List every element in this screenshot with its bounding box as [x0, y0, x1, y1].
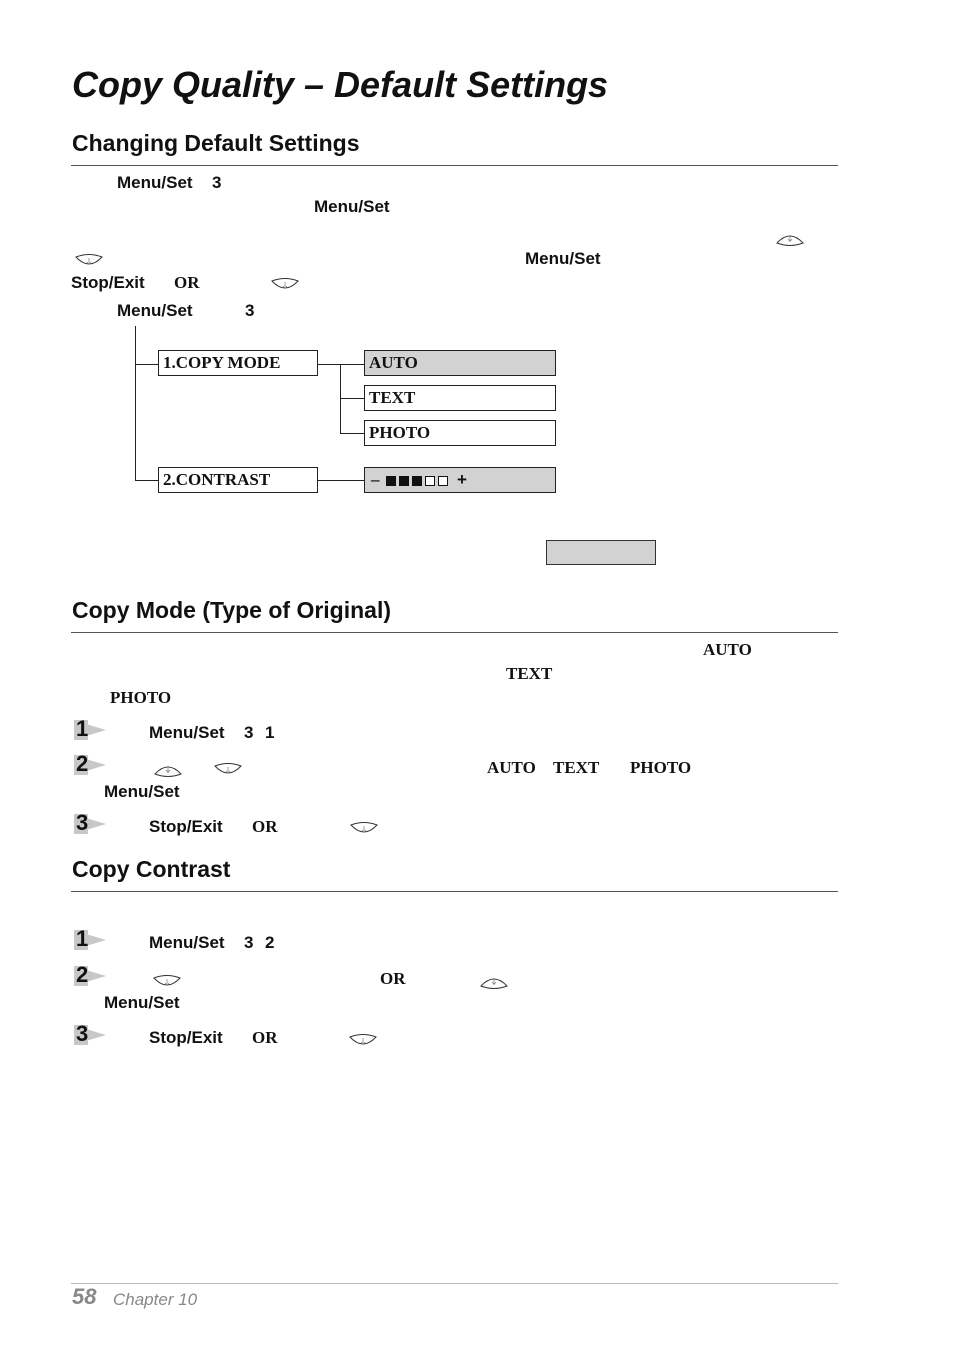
menu-set-key-label: Menu/Set: [149, 933, 225, 952]
section-divider: [71, 632, 838, 633]
auto-label: AUTO: [487, 758, 536, 777]
menu-item-copy-mode: 1.COPY MODE: [158, 350, 318, 376]
contrast-level-blocks: [386, 469, 451, 493]
up-arrow-key-icon: [776, 231, 804, 247]
step-number-3: [72, 1023, 102, 1047]
page-number: 58: [72, 1284, 97, 1309]
contrast-minus-label: –: [371, 470, 380, 489]
step-number-text: 1: [76, 926, 89, 951]
down-arrow-key-icon: [214, 762, 242, 778]
number-key-label: 3: [244, 723, 254, 742]
down-arrow-key-icon: [350, 821, 378, 837]
step-number-1: [72, 928, 102, 952]
number-key-label: 2: [265, 933, 275, 952]
stop-exit-key-label: Stop/Exit: [149, 817, 223, 836]
step-number-2: [72, 753, 102, 777]
number-key-label: 3: [212, 173, 222, 192]
menu-item-contrast: 2.CONTRAST: [158, 467, 318, 493]
down-arrow-key-icon: [271, 277, 299, 293]
contrast-plus-label: +: [457, 470, 467, 489]
step-number-text: 2: [76, 751, 89, 776]
section-heading-copy-mode: Copy Mode (Type of Original): [72, 597, 392, 623]
contrast-block-empty: [438, 476, 448, 486]
menu-set-key-label: Menu/Set: [104, 782, 180, 801]
default-setting-legend-swatch: [546, 540, 656, 565]
tree-connector-line: [318, 364, 364, 365]
footer-divider: [71, 1283, 838, 1284]
contrast-block-filled: [412, 476, 422, 486]
contrast-block-filled: [386, 476, 396, 486]
chapter-label: Chapter 10: [113, 1290, 198, 1309]
menu-set-key-label: Menu/Set: [117, 301, 193, 320]
tree-connector-line: [135, 364, 159, 365]
down-arrow-key-icon: [349, 1033, 377, 1049]
step-number-text: 1: [76, 716, 89, 741]
tree-connector-line: [340, 364, 341, 434]
option-photo: PHOTO: [364, 420, 556, 446]
step-number-text: 2: [76, 962, 89, 987]
photo-label: PHOTO: [630, 758, 692, 777]
stop-exit-key-label: Stop/Exit: [149, 1028, 223, 1047]
text-label: TEXT: [553, 758, 600, 777]
tree-connector-line: [340, 398, 364, 399]
option-text: TEXT: [364, 385, 556, 411]
up-arrow-key-icon: [154, 762, 182, 778]
down-arrow-key-icon: [153, 974, 181, 990]
or-label: OR: [174, 273, 200, 292]
contrast-block-empty: [425, 476, 435, 486]
menu-set-key-label: Menu/Set: [314, 197, 390, 216]
tree-connector-line: [135, 480, 159, 481]
contrast-block-filled: [399, 476, 409, 486]
tree-connector-line: [318, 480, 364, 481]
menu-set-key-label: Menu/Set: [117, 173, 193, 192]
tree-connector-line: [340, 433, 364, 434]
option-auto-default: AUTO: [364, 350, 556, 376]
step-number-1: [72, 718, 102, 742]
page-title: Copy Quality – Default Settings: [72, 64, 609, 105]
contrast-scale: [364, 467, 556, 493]
up-arrow-key-icon: [480, 974, 508, 990]
menu-set-key-label: Menu/Set: [149, 723, 225, 742]
number-key-label: 1: [265, 723, 275, 742]
menu-set-key-label: Menu/Set: [525, 249, 601, 268]
step-number-text: 3: [76, 1021, 89, 1046]
down-arrow-key-icon: [75, 253, 103, 269]
section-heading-copy-contrast: Copy Contrast: [72, 856, 231, 882]
number-key-label: 3: [244, 933, 254, 952]
auto-label: AUTO: [703, 640, 752, 659]
section-divider: [71, 891, 838, 892]
section-heading-changing-default-settings: Changing Default Settings: [72, 130, 360, 156]
or-label: OR: [380, 969, 406, 988]
section-divider: [71, 165, 838, 166]
tree-connector-line: [135, 326, 136, 481]
photo-label: PHOTO: [110, 688, 172, 707]
step-number-text: 3: [76, 810, 89, 835]
step-number-3: [72, 812, 102, 836]
number-key-label: 3: [245, 301, 255, 320]
or-label: OR: [252, 1028, 278, 1047]
step-number-2: [72, 964, 102, 988]
menu-set-key-label: Menu/Set: [104, 993, 180, 1012]
or-label: OR: [252, 817, 278, 836]
stop-exit-key-label: Stop/Exit: [71, 273, 145, 292]
text-label: TEXT: [506, 664, 553, 683]
